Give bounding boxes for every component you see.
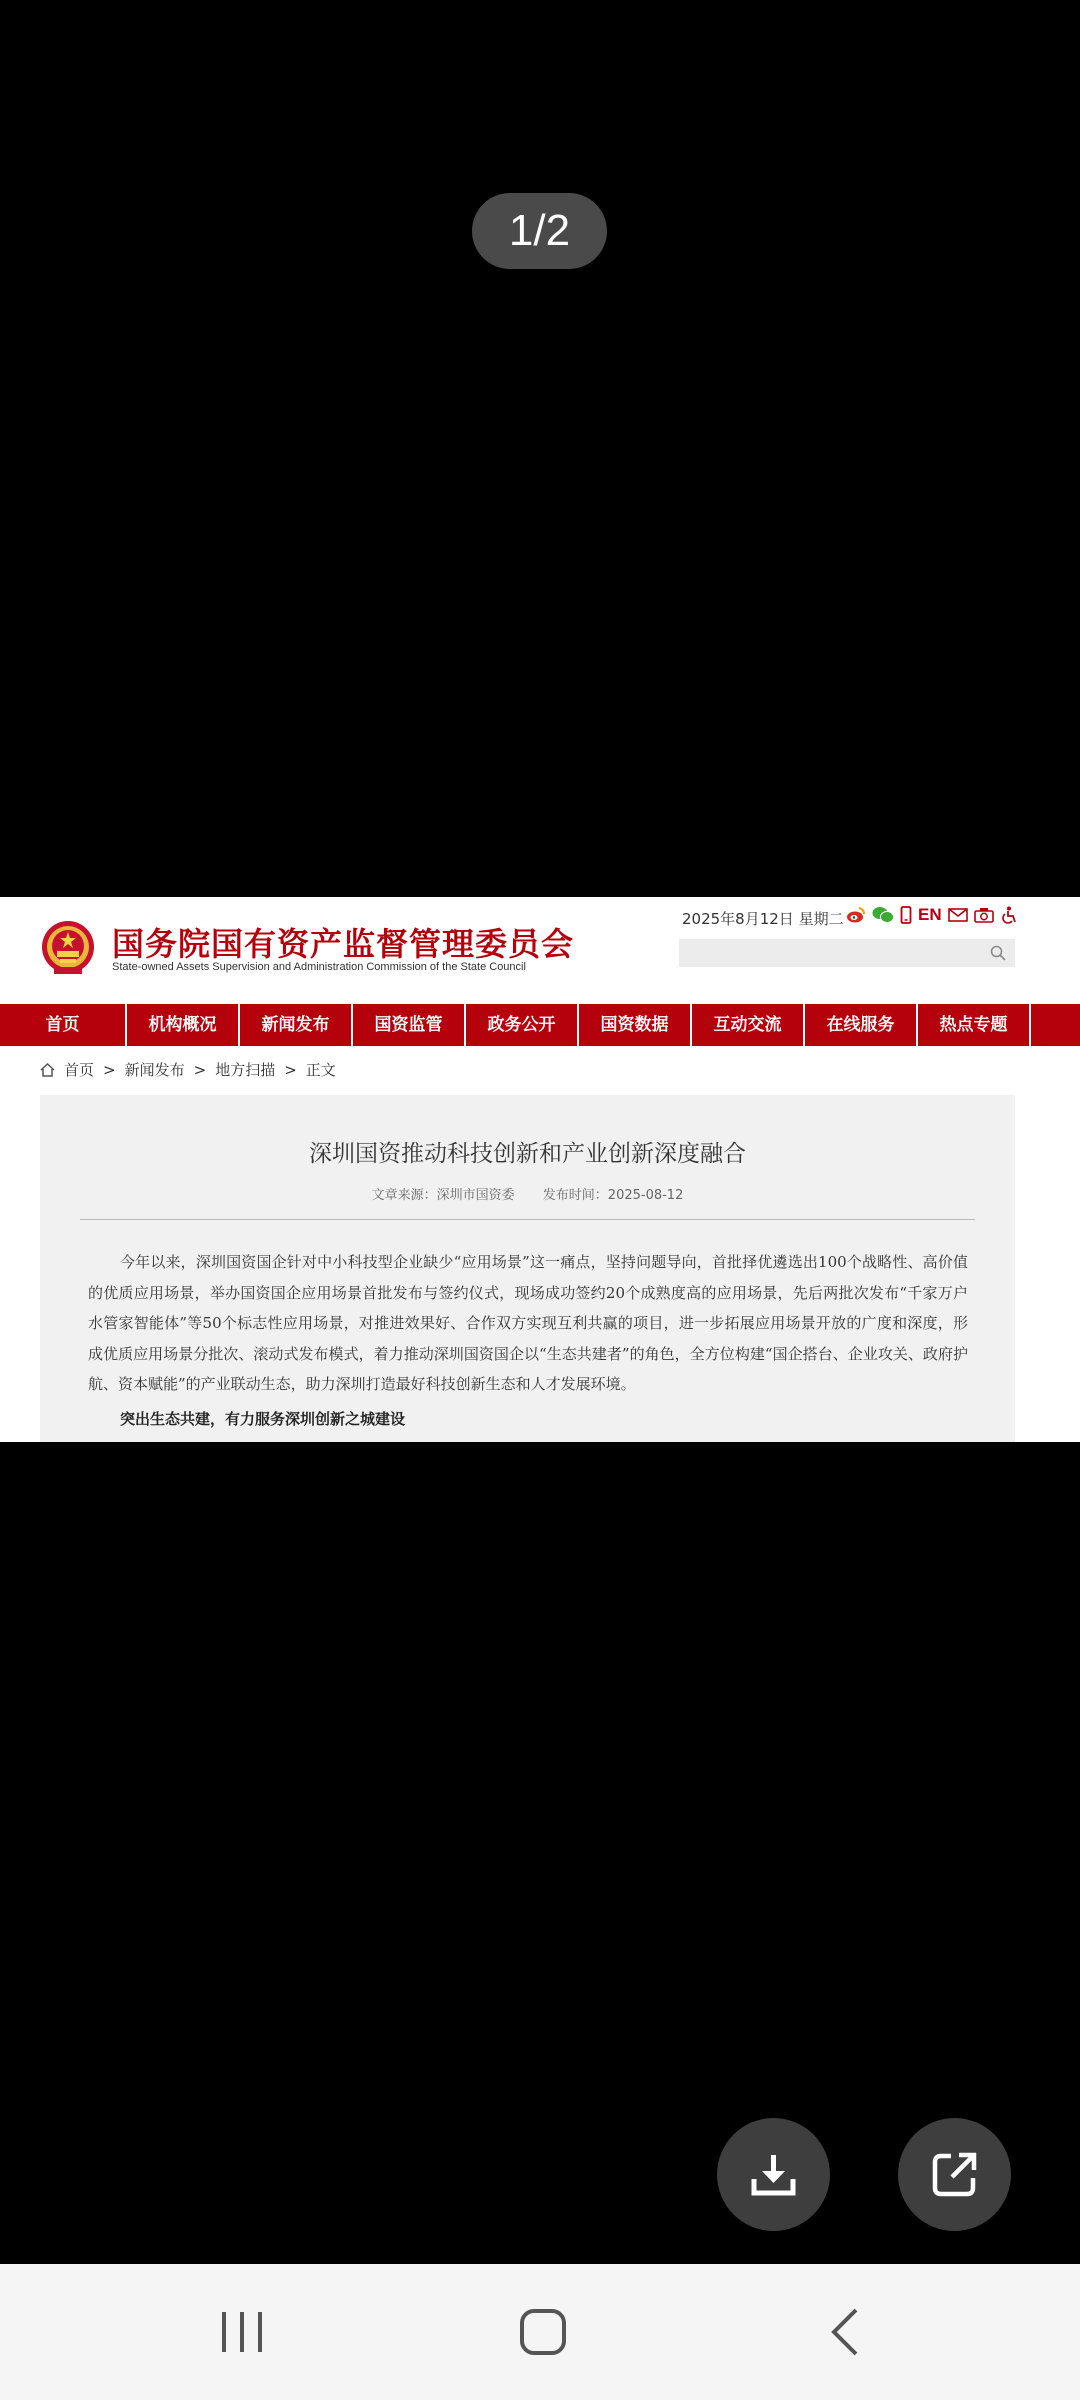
breadcrumb (40, 1059, 336, 1080)
national-emblem-logo (40, 919, 96, 977)
breadcrumb-news[interactable]: 新闻发布 (124, 1061, 185, 1079)
home-icon (40, 1063, 55, 1077)
breadcrumb-separator: > (193, 1060, 207, 1079)
breadcrumb-home[interactable]: 首页 (64, 1061, 95, 1079)
nav-item-supervision[interactable]: 国资监管 (353, 1004, 466, 1046)
system-nav-bar (0, 2264, 1080, 2400)
mail-icon[interactable] (948, 907, 968, 923)
site-name-cn[interactable]: 国务院国有资产监督管理委员会 (112, 925, 575, 963)
site-name-en: State-owned Assets Supervision and Administration Commission of the State Council (112, 961, 526, 973)
share-button[interactable] (898, 2118, 1011, 2231)
nav-item-online-service[interactable]: 在线服务 (805, 1004, 918, 1046)
search-input[interactable] (679, 939, 1015, 967)
wechat-icon[interactable] (872, 906, 894, 924)
date-text: 2025年8月12日 星期二 (682, 910, 844, 928)
nav-item-public-affairs[interactable]: 政务公开 (466, 1004, 579, 1046)
header-tools (846, 904, 1018, 926)
breadcrumb-current: 正文 (305, 1061, 336, 1079)
download-icon (748, 2149, 799, 2200)
nav-item-home[interactable]: 首页 (0, 1004, 127, 1046)
nav-item-topics[interactable]: 热点专题 (918, 1004, 1031, 1046)
article-source: 文章来源：深圳市国资委 (371, 1188, 515, 1203)
site-header (0, 897, 1080, 1004)
article-title: 深圳国资推动科技创新和产业创新深度融合 (309, 1141, 746, 1167)
nav-item-interaction[interactable]: 互动交流 (692, 1004, 805, 1046)
breadcrumb-local[interactable]: 地方扫描 (215, 1061, 276, 1079)
main-nav (0, 1004, 1080, 1046)
weibo-icon[interactable] (846, 906, 866, 924)
article-meta (40, 1184, 1015, 1203)
home-button[interactable] (518, 2304, 568, 2360)
article-date: 发布时间：2025-08-12 (542, 1188, 684, 1203)
article-paragraph: 今年以来，深圳国资国企针对中小科技型企业缺少“应用场景”这一痛点，坚持问题导向，首批择优遴选出100个战略性、高价值的优质应用场景，举办国资国企应用场景首批发布与签约仪式，现场成功签约20个成熟度高的应用场景，先后两批次发布“千家万户水管家智能体”等50个标志性应用场景，对推进效果好、合作双方实现互利共赢的项目，进一步拓展应用场景开放的广度和深度，形成优质应用场景分批次、滚动式发布模式，着力推动深圳国资国企以“生态共建者”的角色，全方位构建“国企搭台、企业攻关、政府护航、资本赋能”的产业联动生态，助力深圳打造最好科技创新生态和人才发展环境。 (88, 1253, 968, 1393)
breadcrumb-separator: > (284, 1060, 297, 1079)
english-link[interactable]: EN (918, 905, 942, 924)
nav-item-data[interactable]: 国资数据 (579, 1004, 692, 1046)
article-image (0, 897, 1080, 1442)
article-panel (40, 1095, 1015, 1442)
image-counter: 1/2 (472, 193, 607, 269)
search-icon[interactable] (990, 945, 1006, 961)
accessibility-icon[interactable] (1000, 906, 1018, 924)
mobile-icon[interactable] (900, 906, 912, 924)
divider (80, 1219, 975, 1220)
back-button[interactable] (828, 2304, 862, 2360)
article-subheading: 突出生态共建，有力服务深圳创新之城建设 (120, 1410, 406, 1428)
share-icon (929, 2149, 980, 2200)
download-button[interactable] (717, 2118, 830, 2231)
recent-apps-button[interactable] (220, 2304, 264, 2360)
camera-icon[interactable] (974, 907, 994, 923)
nav-item-news[interactable]: 新闻发布 (240, 1004, 353, 1046)
breadcrumb-separator: > (103, 1060, 116, 1079)
nav-item-about[interactable]: 机构概况 (127, 1004, 240, 1046)
